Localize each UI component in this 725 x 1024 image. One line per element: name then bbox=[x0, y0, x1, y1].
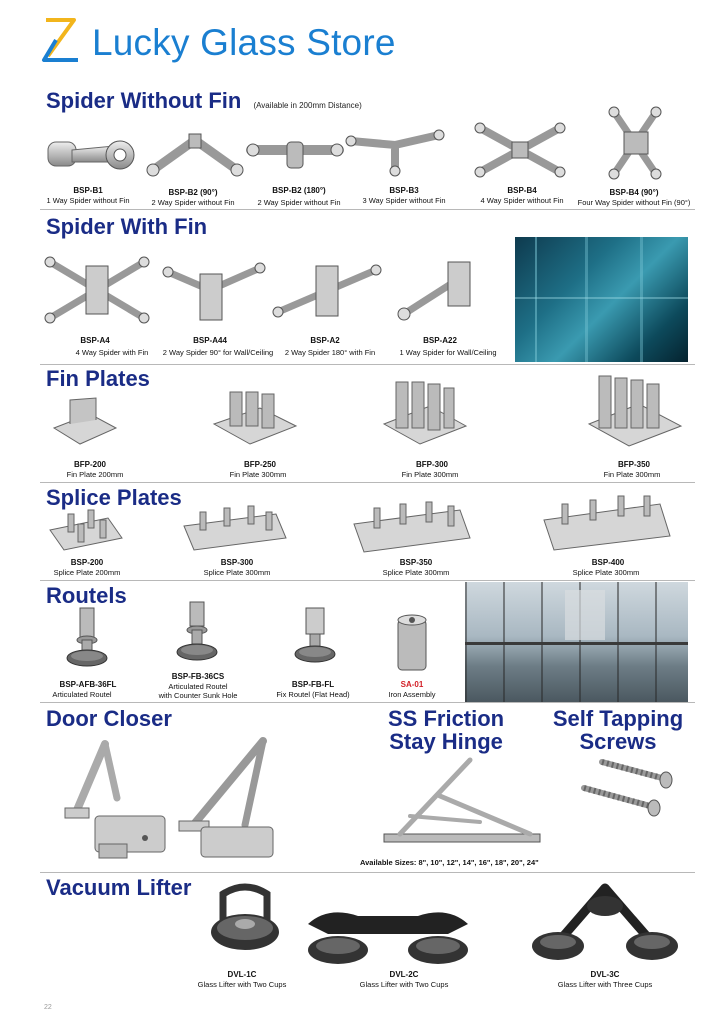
product-desc: Articulated Routel bbox=[52, 690, 112, 699]
divider bbox=[40, 364, 695, 365]
spider-a44-image bbox=[160, 250, 270, 330]
section-title-vacuum-lifter: Vacuum Lifter bbox=[46, 875, 192, 900]
fin-plate-200-image bbox=[50, 394, 120, 454]
section-title-stay-hinge bbox=[388, 707, 504, 753]
screws-title-line2: Screws bbox=[579, 729, 657, 754]
product-code: BSP-A2 bbox=[310, 336, 340, 345]
product-desc: 4 Way Spider without Fin bbox=[480, 196, 564, 205]
section-title-screws bbox=[548, 707, 688, 753]
product-desc: 2 Way Spider without Fin bbox=[151, 198, 235, 207]
product-code: BSP-B4 bbox=[507, 186, 537, 195]
product-desc: 3 Way Spider without Fin bbox=[362, 196, 446, 205]
product-code: BSP-300 bbox=[220, 558, 254, 567]
spider-b2-180-image bbox=[245, 128, 345, 178]
product-desc: Fin Plate 300mm bbox=[603, 470, 661, 479]
product-code: BFP-250 bbox=[243, 460, 277, 469]
fin-plate-300-image bbox=[380, 374, 470, 450]
page-number: 22 bbox=[44, 1004, 52, 1011]
spider-a4-image bbox=[42, 248, 152, 328]
product-code: BSP-B4 (90°) bbox=[609, 188, 659, 197]
product-desc: 2 Way Spider 180° with Fin bbox=[284, 348, 376, 357]
product-desc: Fin Plate 300mm bbox=[401, 470, 459, 479]
section-title-door-closer: Door Closer bbox=[46, 706, 172, 731]
product-desc: Articulated Routel bbox=[168, 682, 228, 691]
section-title-spider-without-fin bbox=[46, 88, 362, 114]
product-code: SA-01 bbox=[400, 680, 424, 689]
section-note: (Available in 200mm Distance) bbox=[253, 101, 362, 110]
spider-b4-image bbox=[470, 120, 570, 180]
stay-hinge-sizes: Available Sizes: 8", 10", 12", 14", 16", 18", 20", 24" bbox=[360, 858, 539, 867]
section-title-splice-plates: Splice Plates bbox=[46, 485, 182, 510]
product-code: BSP-400 bbox=[591, 558, 625, 567]
product-code: DVL-1C bbox=[227, 970, 257, 979]
product-code: DVL-2C bbox=[389, 970, 419, 979]
product-desc: 2 Way Spider 90° for Wall/Ceiling bbox=[162, 348, 274, 357]
fin-plate-350-image bbox=[585, 370, 685, 450]
vacuum-lifter-1c-image bbox=[205, 880, 285, 960]
product-desc: Fin Plate 300mm bbox=[229, 470, 287, 479]
product-code: BSP-FB-36CS bbox=[171, 672, 225, 681]
screws-title-line1: Self Tapping bbox=[552, 706, 684, 731]
product-desc: Four Way Spider without Fin (90°) bbox=[577, 198, 691, 207]
glass-facade-photo bbox=[515, 237, 688, 362]
divider bbox=[40, 209, 695, 210]
product-desc: Glass Lifter with Three Cups bbox=[557, 980, 653, 989]
spider-a2-image bbox=[272, 250, 382, 330]
splice-plate-400-image bbox=[540, 494, 675, 554]
brand-name: Lucky Glass Store bbox=[92, 22, 396, 63]
product-code: BSP-A22 bbox=[423, 336, 457, 345]
divider bbox=[40, 580, 695, 581]
product-code: BSP-B3 bbox=[389, 186, 419, 195]
product-code: BSP-200 bbox=[70, 558, 104, 567]
product-code: BSP-A4 bbox=[80, 336, 110, 345]
stay-hinge-image bbox=[380, 756, 545, 850]
section-title-routels: Routels bbox=[46, 583, 127, 608]
section-title-text: Spider Without Fin bbox=[46, 88, 242, 113]
product-code: BSP-FB-FL bbox=[291, 680, 335, 689]
spider-b1-image bbox=[42, 128, 142, 178]
product-code: BSP-A44 bbox=[193, 336, 227, 345]
product-desc-line2: with Counter Sunk Hole bbox=[158, 691, 238, 700]
door-closer-1-image bbox=[55, 738, 175, 866]
splice-plate-200-image bbox=[46, 508, 126, 554]
iron-assembly-image bbox=[394, 612, 430, 674]
product-desc: 1 Way Spider without Fin bbox=[46, 196, 130, 205]
routel-fb-fl-image bbox=[290, 606, 340, 676]
spider-b2-90-image bbox=[145, 128, 245, 178]
product-desc: 2 Way Spider without Fin bbox=[257, 198, 341, 207]
product-code: DVL-3C bbox=[590, 970, 620, 979]
product-code: BSP-B1 bbox=[73, 186, 103, 195]
splice-plate-350-image bbox=[350, 500, 475, 556]
product-code: BSP-AFB-36FL bbox=[59, 680, 117, 689]
fin-plate-250-image bbox=[210, 384, 300, 448]
door-closer-2-image bbox=[175, 735, 275, 865]
divider bbox=[40, 872, 695, 873]
product-desc: Glass Lifter with Two Cups bbox=[197, 980, 287, 989]
product-desc: Splice Plate 300mm bbox=[572, 568, 640, 577]
product-code: BFP-300 bbox=[415, 460, 449, 469]
product-desc: Splice Plate 300mm bbox=[382, 568, 450, 577]
glass-railing-photo bbox=[465, 582, 688, 702]
product-desc: Fix Routel (Flat Head) bbox=[276, 690, 350, 699]
product-code: BFP-200 bbox=[73, 460, 107, 469]
splice-plate-300-image bbox=[180, 504, 290, 554]
product-desc: Fin Plate 200mm bbox=[66, 470, 124, 479]
product-code: BFP-350 bbox=[617, 460, 651, 469]
product-code: BSP-B2 (180°) bbox=[272, 186, 326, 195]
routel-fb-36cs-image bbox=[172, 600, 222, 670]
store-logo-icon bbox=[40, 16, 84, 68]
product-desc: Iron Assembly bbox=[388, 690, 436, 699]
spider-a22-image bbox=[392, 248, 492, 328]
routel-afb-36fl-image bbox=[62, 606, 112, 676]
spider-b3-image bbox=[345, 125, 445, 177]
product-code: BSP-B2 (90°) bbox=[168, 188, 218, 197]
spider-b4-90-image bbox=[600, 102, 670, 184]
screws-image bbox=[578, 756, 674, 824]
product-desc: 1 Way Spider for Wall/Ceiling bbox=[399, 348, 497, 357]
divider bbox=[40, 702, 695, 703]
vacuum-lifter-2c-image bbox=[298, 906, 478, 966]
section-title-spider-with-fin: Spider With Fin bbox=[46, 214, 208, 239]
divider bbox=[40, 482, 695, 483]
section-title-fin-plates: Fin Plates bbox=[46, 366, 150, 391]
product-code: BSP-350 bbox=[399, 558, 433, 567]
product-desc: 4 Way Spider with Fin bbox=[75, 348, 149, 357]
product-desc: Glass Lifter with Two Cups bbox=[359, 980, 449, 989]
stay-hinge-title-line2: Stay Hinge bbox=[389, 729, 503, 754]
stay-hinge-title-line1: SS Friction bbox=[388, 706, 505, 731]
product-desc: Splice Plate 200mm bbox=[53, 568, 121, 577]
product-desc: Splice Plate 300mm bbox=[203, 568, 271, 577]
vacuum-lifter-3c-image bbox=[530, 880, 680, 966]
